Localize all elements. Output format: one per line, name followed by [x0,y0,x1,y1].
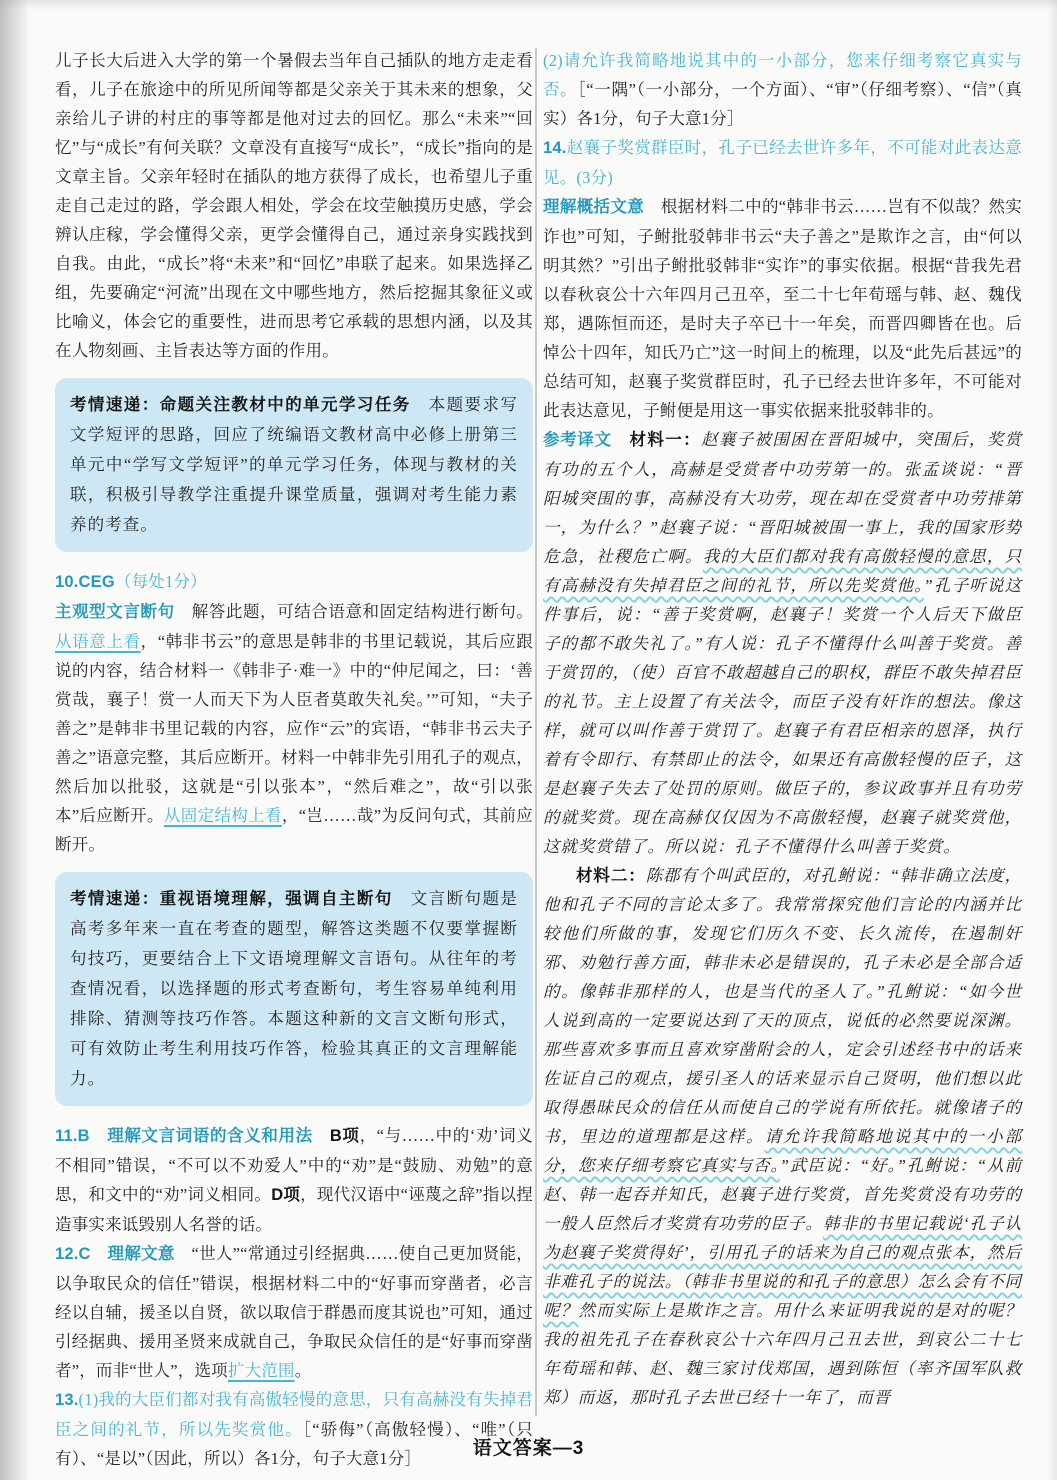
question-10-answer-line: 10.CEG（每处1分） [55,572,207,591]
page-left-shadow [0,0,30,1480]
left-column [55,46,533,1473]
page-right-shadow [1047,0,1057,1480]
exam-tip-box-1 [55,378,533,552]
question-13-answer-part2: (2)请允许我简略地说其中的一小部分，您来仔细考察它真实与否。［“一隅”（一小部分，一个方面）、“审”（仔细考察）、“信”（真实）各1分，句子大意1分］ [543,51,1022,128]
reference-translation-material-1: 参考译文 材料一：赵襄子被围困在晋阳城中，突围后，奖赏有功的五个人，高赫是受赏者中功劳第一的。张孟谈说：“晋阳城突围的事，高赫没有大功劳，现在却在受赏者中功劳排第一，为什么？”赵襄子说：“晋阳城被围一事上，我的国家形势危急，社稷危亡啊。我的大臣们都对我有高傲轻慢的意思，只有高赫没有失掉君臣之间的礼节，所以先奖赏他。”孔子听说这件事后，说：“善于奖赏啊，赵襄子！奖赏一个人后天下做臣子的都不敢失礼了。”有人说：孔子不懂得什么叫善于奖赏。善于赏罚的，（使）百官不敢超越自己的职权，群臣不敢失掉君臣的礼节。主上设置了有关法令，而臣子没有奸诈的想法。像这样，就可以叫作善于赏罚了。赵襄子有君臣相亲的恩泽，执行着有令即行、有禁即止的法令，如果还有高傲轻慢的臣子，这是赵襄子失去了处罚的原则。做臣子的，参议政事并且有功劳的就奖赏。现在高赫仅仅因为不高傲轻慢，赵襄子就奖赏他，这就奖赏错了。所以说：孔子不懂得什么叫善于奖赏。 [543,430,1023,856]
right-column [543,46,1022,1412]
reference-translation-material-2: 材料二：陈郡有个叫武臣的，对孔鲋说：“韩非确立法度，他和孔子不同的言论太多了。我常常探究他们言论的内涵并比较他们所做的事，发现它们历久不变、长久流传，在遏制奸邪、劝勉行善方面，韩非未必是错误的，孔子未必是全部合适的。像韩非那样的人，也是当代的圣人了。”孔鲋说：“如今世人说到高的一定要说达到了天的顶点，说低的必然要说深渊。那些喜欢多事而且喜欢穿凿附会的人，定会引述经书中的话来佐证自己的观点，援引圣人的话来显示自己贤明，他们想以此取得愚昧民众的信任从而使自己的学说有所依托。就像诸子的书，里边的道理都是这样。请允许我简略地说其中的一小部分，您来仔细考察它真实与否。”武臣说：“好。”孔鲋说：“从前赵、韩一起吞并知氏，赵襄子进行奖赏，首先奖赏没有功劳的一般人臣然后才奖赏有功劳的臣子。韩非的书里记载说‘孔子认为赵襄子奖赏得好’，引用孔子的话来为自己的观点张本，然后非难孔子的说法。（韩非书里说的和孔子的意思）怎么会有不同呢？然而实际上是欺诈之言。用什么来证明我说的是对的呢？我的祖先孔子在春秋哀公十六年四月己丑去世，到哀公二十七年荀瑶和韩、赵、魏三家讨伐郑国，遇到陈恒（率齐国军队救郑）而返，那时孔子去世已经十一年了，而晋 [543,866,1022,1407]
column-divider [535,48,537,1416]
question-11-answer: 11.B 理解文言词语的含义和用法 B项，“与……中的‘劝’词义不相同”错误，“不可以不劝爱人”中的“劝”是“鼓励、劝勉”的意思，和文中的“劝”词义相同。D项，现代汉语中“诬蔑之辞”指以捏造事实来诋毁别人名誉的话。 [55,1126,533,1234]
question-14-analysis: 理解概括文意 根据材料二中的“韩非书云……岂有不似哉？然实诈也”可知，子鲋批驳韩非书云“夫子善之”是欺诈之言，由“何以明其然？”引出子鲋批驳韩非“实诈”的事实依据。根据“昔我先君以春秋哀公十六年四月己丑卒，至二十七年荀瑶与韩、赵、魏伐郑，遇陈恒而还，是时夫子卒已十一年矣，而晋四卿皆在也。后悼公十四年，知氏乃亡”这一时间上的梳理，以及“此先后甚远”的总结可知，赵襄子奖赏群臣时，孔子已经去世许多年，不可能对此表达意见，子鲋便是用这一事实依据来批驳韩非的。 [543,197,1022,420]
question-13-answer-part1: 13.(1)我的大臣们都对我有高傲轻慢的意思，只有高赫没有失掉君臣之间的礼节，所以先奖赏他。［“骄侮”（高傲轻慢）、“唯”（只有）、“是以”（因此，所以）各1分，句子大意1分］ [55,1390,533,1468]
exam-tip-box-1-text: 考情速递：命题关注教材中的单元学习任务 本题要求写文学短评的思路，回应了统编语文教材高中必修上册第三单元中“学写文学短评”的单元学习任务，体现与教材的关联，积极引导教学注重提升课堂质量，强调对考生能力素养的考查。 [70,395,518,534]
question-10-analysis: 主观型文言断句 解答此题，可结合语意和固定结构进行断句。从语意上看，“韩非书云”的意思是韩非的书里记载说，其后应跟说的内容，结合材料一《韩非子·难一》中的“仲尼闻之，曰：‘善赏哉，襄子！赏一人而天下为人臣者莫敢失礼矣。’”可知，“夫子善之”是韩非书里记载的内容，应作“云”的宾语，“韩非书云夫子善之”语意完整，其后应断开。材料一中韩非先引用孔子的观点，然后加以批驳，这就是“引以张本”，“然后难之”，故“引以张本”后应断开。从固定结构上看，“岂……哉”为反问句式，其前应断开。 [55,602,534,854]
question-14-answer: 14.赵襄子奖赏群臣时，孔子已经去世许多年，不可能对此表达意见。(3分) [543,138,1022,187]
question-12-answer: 12.C 理解文意 “世人”“常通过引经据典……使自己更加贤能，以争取民众的信任”错误，根据材料二中的“好事而穿凿者，必言经以自辅，援圣以自贤，欲以取信于群愚而度其说也”可知，通过引经据典、援用圣贤来成就自己，争取民众信任的是“好事而穿凿者”，而非“世人”，选项扩大范围。 [55,1244,534,1380]
exam-tip-box-2 [55,872,533,1106]
page-top-shadow [0,0,1057,10]
page-footer: 语文答案—3 [472,1438,585,1459]
exam-tip-box-2-text: 考情速递：重视语境理解，强调自主断句 文言断句题是高考多年来一直在考查的题型，解答这类题不仅要掌握断句技巧，更要结合上下文语境理解文言语句。从往年的考查情况看，以选择题的形式考查断句，考生容易单纯利用排除、猜测等技巧作答。本题这种新的文言文断句形式，可有效防止考生利用技巧作答，检验其真正的文言理解能力。 [70,889,518,1088]
continued-answer-paragraph: 儿子长大后进入大学的第一个暑假去当年自己插队的地方走走看看，儿子在旅途中的所见所闻等都是父亲关于其未来的想象，父亲给儿子讲的村庄的事等都是他对过去的回忆。那么“未来”“回忆”与“成长”有何关联？文章没有直接写“成长”，“成长”指向的是文章主旨。父亲年轻时在插队的地方获得了成长，也希望儿子重走自己走过的路，学会跟人相处，学会在坟茔触摸历史感，学会辨认庄稼，学会懂得父亲，更学会懂得自己，通过亲身实践找到自我。由此，“成长”将“未来”和“回忆”串联了起来。如果选择乙组，先要确定“河流”出现在文中哪些地方，然后挖掘其象征义或比喻义，体会它的重要性，进而思考它承载的思想内涵，以及其在人物刻画、主旨表达等方面的作用。 [55,51,533,360]
